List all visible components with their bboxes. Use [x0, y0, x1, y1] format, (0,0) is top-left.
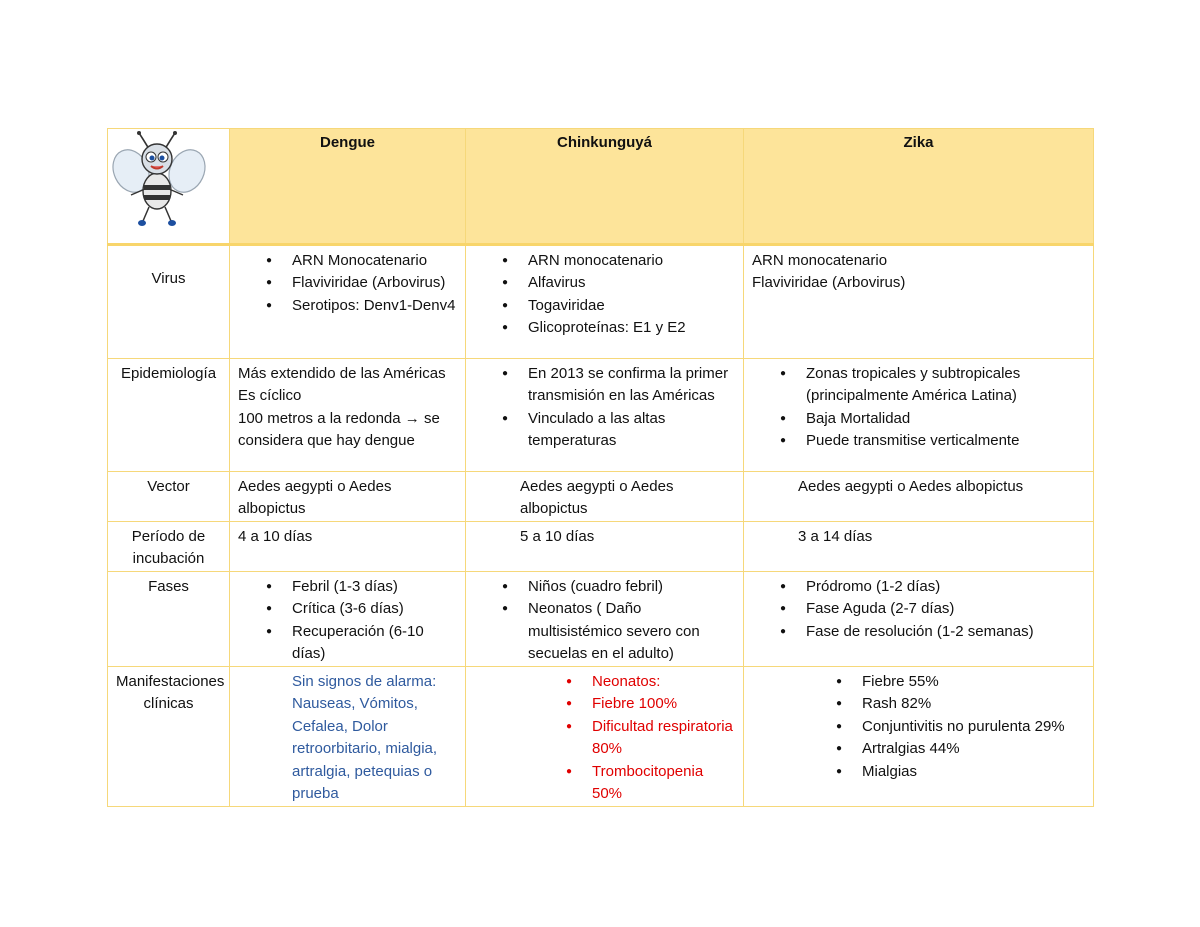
header-row — [108, 129, 1094, 245]
list-item: ● Fiebre 55% — [862, 671, 1085, 694]
text-line: 100 metros a la redonda → se considera que hay dengue — [238, 409, 440, 449]
header-dengue: Dengue — [230, 129, 466, 245]
cell-dengue: 4 a 10 días — [230, 521, 466, 571]
text-line: Flaviviridae (Arbovirus) — [752, 274, 906, 291]
row-label: Fases — [108, 571, 230, 666]
list-item: ● Fase Aguda (2-7 días) — [806, 598, 1085, 621]
list-item: ● Artralgias 44% — [862, 738, 1085, 761]
cell-zika: 3 a 14 días — [744, 521, 1094, 571]
row-label: Epidemiología — [108, 358, 230, 471]
list-item: ● Fase de resolución (1-2 semanas) — [806, 621, 1085, 644]
cell-dengue — [230, 358, 466, 471]
header-chikungunya: Chinkunguyá — [466, 129, 744, 245]
list-item: ● Puede transmitise verticalmente — [806, 430, 1085, 453]
cell-zika — [744, 244, 1094, 358]
list-item: ● Vinculado a las altas temperaturas — [528, 408, 735, 453]
list-item: ● Crítica (3-6 días) — [292, 598, 457, 621]
mosquito-cartoon-icon — [109, 129, 229, 235]
cell-dengue — [230, 571, 466, 666]
row-label: Manifestaciones clínicas — [108, 666, 230, 806]
cell-zika — [744, 666, 1094, 806]
cell-zika — [744, 571, 1094, 666]
list-item: ● ARN monocatenario — [528, 250, 735, 273]
cell-chikungunya: 5 a 10 días — [466, 521, 744, 571]
list-item: ● Rash 82% — [862, 693, 1085, 716]
list-item: ● Mialgias — [862, 761, 1085, 784]
cell-chikungunya — [466, 571, 744, 666]
list-item: ● Trombocitopenia 50% — [592, 761, 735, 806]
cell-dengue — [230, 244, 466, 358]
row-virus — [108, 244, 1094, 358]
row-label: Período de incubación — [108, 521, 230, 571]
comparison-table — [107, 128, 1094, 807]
corner-cell — [108, 129, 230, 245]
header-zika: Zika — [744, 129, 1094, 245]
list-item: ● Zonas tropicales y subtropicales (principalmente América Latina) — [806, 363, 1085, 408]
row-epidemiology — [108, 358, 1094, 471]
row-phases — [108, 571, 1094, 666]
list-item: ● Neonatos ( Daño multisistémico severo con secuelas en el adulto) — [528, 598, 735, 666]
row-label: Virus — [108, 244, 230, 358]
text-line: ARN monocatenario — [752, 251, 888, 269]
list-item: ● Serotipos: Denv1-Denv4 — [292, 295, 457, 318]
cell-dengue: Aedes aegypti o Aedes albopictus — [230, 471, 466, 521]
row-clinical — [108, 666, 1094, 806]
list-item: ● Conjuntivitis no purulenta 29% — [862, 716, 1085, 739]
list-item: ● Niños (cuadro febril) — [528, 576, 735, 599]
list-item: ● En 2013 se confirma la primer transmisión en las Américas — [528, 363, 735, 408]
list-item: ● Alfavirus — [528, 272, 735, 295]
cell-zika — [744, 358, 1094, 471]
list-item: ● Togaviridae — [528, 295, 735, 318]
cell-dengue: Sin signos de alarma: Nauseas, Vómitos, Cefalea, Dolor retroorbitario, mialgia, artralgia, petequias o prueba — [230, 666, 466, 806]
row-incubation — [108, 521, 1094, 571]
list-item: ● Fiebre 100% — [592, 693, 735, 716]
cell-chikungunya — [466, 666, 744, 806]
row-vector — [108, 471, 1094, 521]
row-label: Vector — [108, 471, 230, 521]
list-item: ● Flaviviridae (Arbovirus) — [292, 272, 457, 295]
cell-zika: Aedes aegypti o Aedes albopictus — [744, 471, 1094, 521]
list-item: ● Pródromo (1-2 días) — [806, 576, 1085, 599]
list-item: ● Febril (1-3 días) — [292, 576, 457, 599]
list-item: ● Baja Mortalidad — [806, 408, 1085, 431]
list-item: ● Dificultad respiratoria 80% — [592, 716, 735, 761]
list-item: ● Recuperación (6-10 días) — [292, 621, 457, 666]
text-line: Es cíclico — [238, 387, 302, 404]
cell-chikungunya: Aedes aegypti o Aedes albopictus — [466, 471, 744, 521]
text-line: Más extendido de las Américas — [238, 364, 446, 382]
cell-chikungunya — [466, 244, 744, 358]
list-item: ● Glicoproteínas: E1 y E2 — [528, 317, 735, 340]
list-item: ● ARN Monocatenario — [292, 250, 457, 273]
cell-chikungunya — [466, 358, 744, 471]
list-item: ● Neonatos: — [592, 671, 735, 694]
